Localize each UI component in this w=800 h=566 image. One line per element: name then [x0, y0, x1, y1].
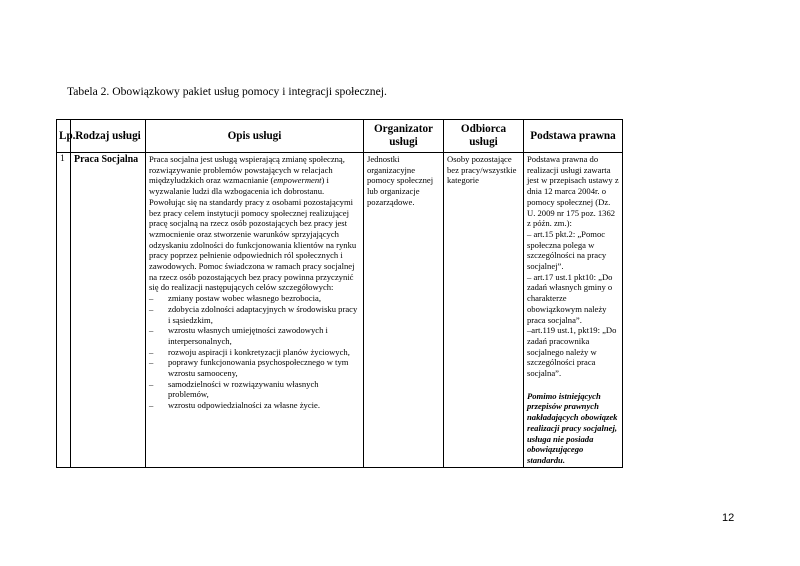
list-item — [149, 304, 360, 325]
list-item — [149, 379, 360, 400]
header-organizator: Organizator usługi — [364, 120, 444, 153]
dash-bullet: – — [149, 303, 154, 314]
organizer-cell: Jednostki organizacyjne pomocy społecznej lub organizacje pozarządowe. — [364, 153, 444, 468]
services-table — [56, 119, 623, 468]
goal-text: rozwoju aspiracji i konkretyzacji planów życiowych, — [168, 346, 350, 357]
goal-text: poprawy funkcjonowania psychospołecznego w tym wzrostu samooceny, — [168, 357, 349, 379]
list-item — [149, 400, 360, 411]
dash-bullet: – — [149, 400, 154, 411]
goals-list — [149, 293, 360, 411]
dash-bullet: – — [149, 293, 154, 304]
table-row — [57, 153, 623, 468]
legal-basis-note: Pomimo istniejących przepisów prawnych nakładających obowiązek realizacji pracy socjalnej, usługa nie posiada obowiązującego standardu. — [527, 390, 618, 465]
dash-bullet: – — [149, 357, 154, 368]
header-lp: Lp. — [57, 120, 71, 153]
header-opis: Opis usługi — [146, 120, 364, 153]
page-number: 12 — [722, 512, 735, 524]
legal-basis-line: – art.17 ust.1 pkt10: „Do zadań własnych gminy o charakterze obowiązkowym należy praca socjalna”. — [527, 271, 613, 325]
legal-basis-line: – art.15 pkt.2: „Pomoc społeczna polega w szczególności na pracy socjalnej”. — [527, 228, 607, 272]
row-number: 1 — [57, 153, 71, 468]
recipient-cell: Osoby pozostające bez pracy/wszystkie kategorie — [444, 153, 524, 468]
legal-basis-cell — [524, 153, 623, 468]
goal-text: samodzielności w rozwiązywaniu własnych problemów, — [168, 378, 319, 400]
list-item — [149, 293, 360, 304]
list-item — [149, 357, 360, 378]
dash-bullet: – — [149, 346, 154, 357]
description-paragraph — [149, 154, 360, 293]
dash-bullet: – — [149, 378, 154, 389]
legal-basis-line: –art.119 ust.1, pkt19: „Do zadań pracownika socjalnego należy w szczególności praca socjalna”. — [527, 325, 617, 379]
header-rodzaj: Rodzaj usługi — [71, 120, 146, 153]
goal-text: zdobycia zdolności adaptacyjnych w środowisku pracy i sąsiedzkim, — [168, 303, 358, 325]
legal-basis-line: Podstawa prawna do realizacji usługi zawarta jest w przepisach ustawy z dnia 12 marca 2004r. o pomocy społecznej (Dz. U. 2009 nr 175 poz. 1362 z późn. zm.): — [527, 154, 619, 229]
goal-text: zmiany postaw wobec własnego bezrobocia, — [168, 293, 321, 304]
dash-bullet: – — [149, 325, 154, 336]
service-name: Praca Socjalna — [71, 153, 146, 468]
goal-text: wzrostu własnych umiejętności zawodowych i interpersonalnych, — [168, 325, 328, 346]
header-row — [57, 120, 623, 153]
list-item — [149, 325, 360, 346]
table-caption: Tabela 2. Obowiązkowy pakiet usług pomocy i integracji społecznej. — [67, 85, 387, 98]
description-text-b: ) i wyzwalanie ludzi dla wzbogacenia ich dobrostanu. Powołując się na standardy pracy z osobami pozostającymi bez pracy celem instytucji pomocy społecznej realizującej pracę socjalną na rzecz osób pozostających bez pracy jest wzmocnienie oraz stworzenie warunków sprzyjających odzyskaniu zdolności do funkcjonowania klientów na rynku pracy poprzez pełnienie odpowiednich ról społecznych i zawodowych. Pomoc świadczona w ramach pracy socjalnej na rzecz osób pozostających bez pracy powinna przyczynić się do realizacji następujących celów szczegółowych: — [149, 175, 357, 293]
description-italic-term: empowerment — [273, 175, 322, 186]
header-podstawa: Podstawa prawna — [524, 120, 623, 153]
goal-text: wzrostu odpowiedzialności za własne życie. — [168, 400, 321, 411]
header-odbiorca: Odbiorca usługi — [444, 120, 524, 153]
description-text-a: Praca socjalna jest usługą wspierającą zmianę społeczną, rozwiązywanie problemów powstających w relacjach międzyludzkich oraz wzmacnianie ( — [149, 154, 345, 186]
service-description — [146, 153, 364, 468]
list-item — [149, 347, 360, 358]
